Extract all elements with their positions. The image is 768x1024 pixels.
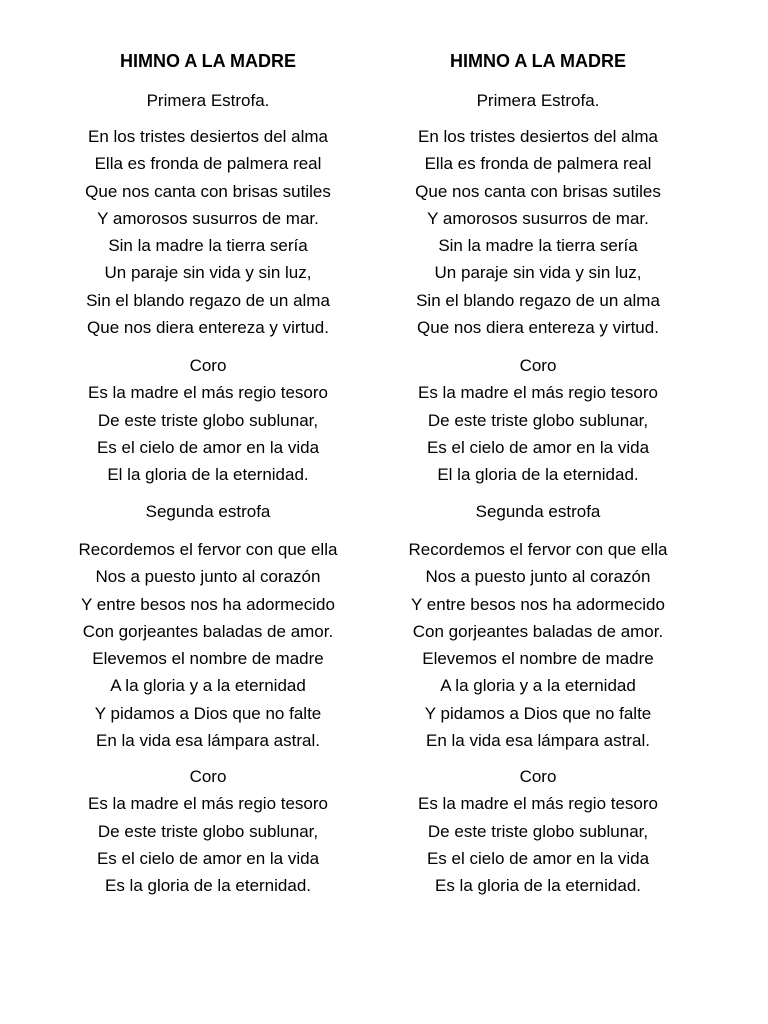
chorus-line: Es el cielo de amor en la vida xyxy=(426,848,650,868)
chorus-line: De este triste globo sublunar, xyxy=(427,410,649,430)
first-stanza-heading: Primera Estrofa. xyxy=(476,91,600,110)
verse-line: Y amorosos susurros de mar. xyxy=(427,208,649,228)
chorus-heading: Coro xyxy=(189,767,227,786)
verse-line: En los tristes desiertos del alma xyxy=(418,127,658,146)
chorus-line: Es la madre el más regio tesoro xyxy=(418,794,658,814)
verse-line: Que nos diera entereza y virtud. xyxy=(417,318,659,338)
chorus-line: El la gloria de la eternidad. xyxy=(107,465,309,485)
chorus-line: Es la madre el más regio tesoro xyxy=(88,794,328,814)
verse-line: Y entre besos nos ha adormecido xyxy=(81,594,335,614)
chorus-line: Es la madre el más regio tesoro xyxy=(418,383,658,403)
verse-line: Un paraje sin vida y sin luz, xyxy=(434,263,642,283)
chorus-line: Es la madre el más regio tesoro xyxy=(88,383,328,403)
verse-line: Y pidamos a Dios que no falte xyxy=(424,703,652,723)
verse-line: Un paraje sin vida y sin luz, xyxy=(104,263,312,283)
verse-line: Que nos diera entereza y virtud. xyxy=(87,318,329,338)
hymn-title: HIMNO A LA MADRE xyxy=(450,51,626,71)
verse-line: Sin la madre la tierra sería xyxy=(108,236,308,256)
chorus-line: Es el cielo de amor en la vida xyxy=(96,848,320,868)
verse-line: Que nos canta con brisas sutiles xyxy=(85,181,331,201)
verse-line: A la gloria y a la eternidad xyxy=(440,676,636,696)
first-chorus xyxy=(368,352,708,488)
chorus-line: Es la gloria de la eternidad. xyxy=(434,876,642,896)
first-stanza xyxy=(368,123,708,341)
verse-line: En la vida esa lámpara astral. xyxy=(426,731,650,751)
chorus-line: De este triste globo sublunar, xyxy=(427,821,649,841)
second-stanza xyxy=(38,536,378,754)
second-stanza xyxy=(368,536,708,754)
second-stanza-heading: Segunda estrofa xyxy=(145,502,271,521)
verse-line: Recordemos el fervor con que ella xyxy=(78,540,338,559)
verse-line: Y pidamos a Dios que no falte xyxy=(94,703,322,723)
verse-line: Con gorjeantes baladas de amor. xyxy=(82,621,334,641)
first-stanza xyxy=(38,123,378,341)
verse-line: En la vida esa lámpara astral. xyxy=(96,731,320,751)
verse-line: Nos a puesto junto al corazón xyxy=(95,567,321,587)
verse-line: Nos a puesto junto al corazón xyxy=(425,567,651,587)
verse-line: Con gorjeantes baladas de amor. xyxy=(412,621,664,641)
verse-line: Ella es fronda de palmera real xyxy=(424,154,652,174)
verse-line: Sin el blando regazo de un alma xyxy=(416,290,660,310)
chorus-heading: Coro xyxy=(189,356,227,375)
second-chorus xyxy=(368,763,708,899)
verse-line: Y entre besos nos ha adormecido xyxy=(411,594,665,614)
chorus-line: Es la gloria de la eternidad. xyxy=(104,876,312,896)
chorus-heading: Coro xyxy=(519,356,557,375)
verse-line: Ella es fronda de palmera real xyxy=(94,154,322,174)
chorus-line: El la gloria de la eternidad. xyxy=(437,465,639,485)
verse-line: Sin la madre la tierra sería xyxy=(438,236,638,256)
chorus-line: Es el cielo de amor en la vida xyxy=(426,437,650,457)
chorus-line: Es el cielo de amor en la vida xyxy=(96,437,320,457)
verse-line: Elevemos el nombre de madre xyxy=(422,649,654,669)
hymn-title: HIMNO A LA MADRE xyxy=(120,51,296,71)
verse-line: Sin el blando regazo de un alma xyxy=(86,290,330,310)
second-stanza-heading: Segunda estrofa xyxy=(475,502,601,521)
chorus-line: De este triste globo sublunar, xyxy=(97,821,319,841)
chorus-line: De este triste globo sublunar, xyxy=(97,410,319,430)
second-chorus xyxy=(38,763,378,899)
verse-line: Que nos canta con brisas sutiles xyxy=(415,181,661,201)
first-stanza-heading: Primera Estrofa. xyxy=(146,91,270,110)
verse-line: Y amorosos susurros de mar. xyxy=(97,208,319,228)
verse-line: Recordemos el fervor con que ella xyxy=(408,540,668,559)
chorus-heading: Coro xyxy=(519,767,557,786)
verse-line: A la gloria y a la eternidad xyxy=(110,676,306,696)
verse-line: Elevemos el nombre de madre xyxy=(92,649,324,669)
verse-line: En los tristes desiertos del alma xyxy=(88,127,328,146)
first-chorus xyxy=(38,352,378,488)
